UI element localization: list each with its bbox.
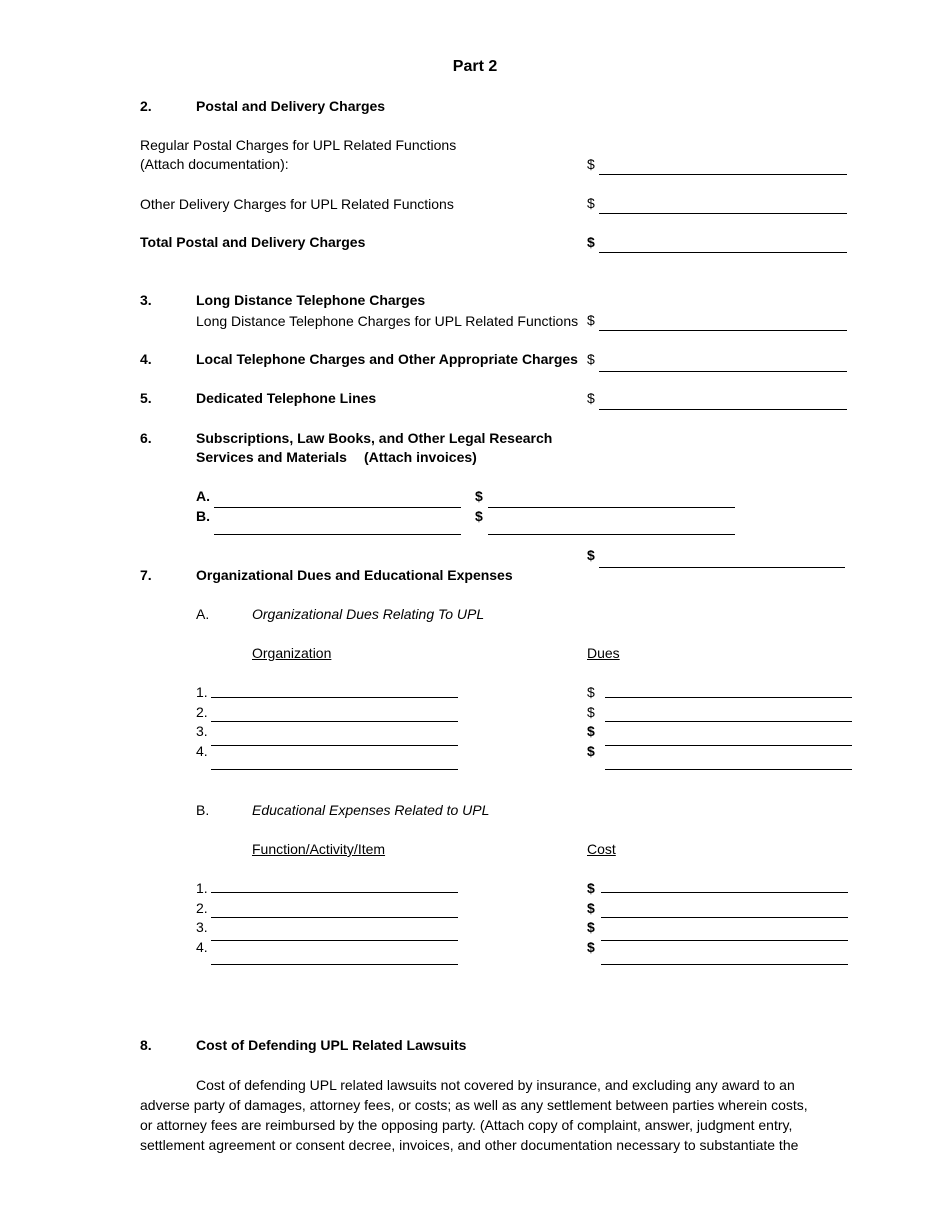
dollar-sign: $ xyxy=(587,900,595,916)
function-field-1[interactable] xyxy=(211,892,458,893)
subsection-b-title: Educational Expenses Related to UPL xyxy=(252,802,490,818)
page-title: Part 2 xyxy=(452,58,498,75)
dollar-sign: $ xyxy=(475,488,483,504)
cost-amount-field-2[interactable] xyxy=(601,917,848,918)
dues-amount-field-4[interactable] xyxy=(605,769,852,770)
dollar-sign: $ xyxy=(587,704,595,720)
dollar-sign: $ xyxy=(587,939,595,955)
local-telephone-amount-field[interactable] xyxy=(599,371,847,372)
dollar-sign: $ xyxy=(587,547,595,563)
item-b-label: B. xyxy=(196,508,210,524)
organization-field-2[interactable] xyxy=(211,721,458,722)
regular-postal-amount-field[interactable] xyxy=(599,174,847,175)
dollar-sign: $ xyxy=(587,880,595,896)
dollar-sign: $ xyxy=(587,312,595,328)
function-field-4[interactable] xyxy=(211,964,458,965)
dollar-sign: $ xyxy=(587,743,595,759)
regular-postal-label: Regular Postal Charges for UPL Related Functions xyxy=(140,137,457,153)
expense-row-number: 1. xyxy=(196,880,208,896)
subsection-b-letter: B. xyxy=(196,802,210,818)
total-postal-label: Total Postal and Delivery Charges xyxy=(140,234,366,250)
long-distance-amount-field[interactable] xyxy=(599,330,847,331)
dues-column-header: Dues xyxy=(587,645,620,661)
expense-row-number: 4. xyxy=(196,939,208,955)
section-6-number: 6. xyxy=(140,430,152,446)
dues-row-number: 4. xyxy=(196,743,208,759)
section-8-heading: Cost of Defending UPL Related Lawsuits xyxy=(196,1037,467,1053)
dues-row-number: 1. xyxy=(196,684,208,700)
section-6-heading-line1: Subscriptions, Law Books, and Other Legal Research xyxy=(196,430,553,446)
item-a-name-field[interactable] xyxy=(214,507,461,508)
dues-amount-field-1[interactable] xyxy=(605,697,852,698)
dollar-sign: $ xyxy=(587,390,595,406)
section-5-heading: Dedicated Telephone Lines xyxy=(196,390,377,406)
dues-row-number: 3. xyxy=(196,723,208,739)
dollar-sign: $ xyxy=(587,156,595,172)
section-3-number: 3. xyxy=(140,292,152,308)
section-8-number: 8. xyxy=(140,1037,152,1053)
organization-field-1[interactable] xyxy=(211,697,458,698)
other-delivery-amount-field[interactable] xyxy=(599,213,847,214)
expense-row-number: 3. xyxy=(196,919,208,935)
item-b-amount-field[interactable] xyxy=(488,534,735,535)
subsection-a-title: Organizational Dues Relating To UPL xyxy=(252,606,485,622)
function-field-3[interactable] xyxy=(211,940,458,941)
other-delivery-label: Other Delivery Charges for UPL Related Functions xyxy=(140,196,454,212)
dollar-sign: $ xyxy=(587,234,595,250)
subscriptions-total-field[interactable] xyxy=(599,567,845,568)
section-8-paragraph: Cost of defending UPL related lawsuits not covered by insurance, and excluding any award to an adverse party of damages, attorney fees, or costs; as well as any settlement between parties wherein costs, or attorney fees are reimbursed by the opposing party. (Attach copy of complaint, answer, judgment entry, settlement agreement or consent decree, invoices, and other documentation necessary to substantiate the xyxy=(140,1077,808,1153)
cost-amount-field-3[interactable] xyxy=(601,940,848,941)
item-a-label: A. xyxy=(196,488,210,504)
dedicated-lines-amount-field[interactable] xyxy=(599,409,847,410)
section-4-number: 4. xyxy=(140,351,152,367)
section-7-heading: Organizational Dues and Educational Expenses xyxy=(196,567,513,583)
section-2-number: 2. xyxy=(140,98,152,114)
attach-invoices-note: (Attach invoices) xyxy=(364,449,477,465)
dollar-sign: $ xyxy=(475,508,483,524)
dollar-sign: $ xyxy=(587,684,595,700)
function-field-2[interactable] xyxy=(211,917,458,918)
subsection-a-letter: A. xyxy=(196,606,210,622)
organization-field-4[interactable] xyxy=(211,769,458,770)
total-postal-amount-field[interactable] xyxy=(599,252,847,253)
function-column-header: Function/Activity/Item xyxy=(252,841,386,857)
dues-row-number: 2. xyxy=(196,704,208,720)
section-5-number: 5. xyxy=(140,390,152,406)
item-b-name-field[interactable] xyxy=(214,534,461,535)
section-4-heading: Local Telephone Charges and Other Appropriate Charges xyxy=(196,351,578,367)
organization-column-header: Organization xyxy=(252,645,332,661)
section-2-heading: Postal and Delivery Charges xyxy=(196,98,386,114)
dollar-sign: $ xyxy=(587,351,595,367)
cost-amount-field-4[interactable] xyxy=(601,964,848,965)
dues-amount-field-3[interactable] xyxy=(605,745,852,746)
expense-row-number: 2. xyxy=(196,900,208,916)
dollar-sign: $ xyxy=(587,723,595,739)
dollar-sign: $ xyxy=(587,195,595,211)
cost-amount-field-1[interactable] xyxy=(601,892,848,893)
dues-amount-field-2[interactable] xyxy=(605,721,852,722)
section-6-heading-line2: Services and Materials xyxy=(196,449,347,465)
item-a-amount-field[interactable] xyxy=(488,507,735,508)
organization-field-3[interactable] xyxy=(211,745,458,746)
dollar-sign: $ xyxy=(587,919,595,935)
cost-column-header: Cost xyxy=(587,841,616,857)
long-distance-label: Long Distance Telephone Charges for UPL Related Functions xyxy=(196,313,579,329)
regular-postal-label-note: (Attach documentation): xyxy=(140,156,289,172)
section-7-number: 7. xyxy=(140,567,152,583)
section-3-heading: Long Distance Telephone Charges xyxy=(196,292,426,308)
